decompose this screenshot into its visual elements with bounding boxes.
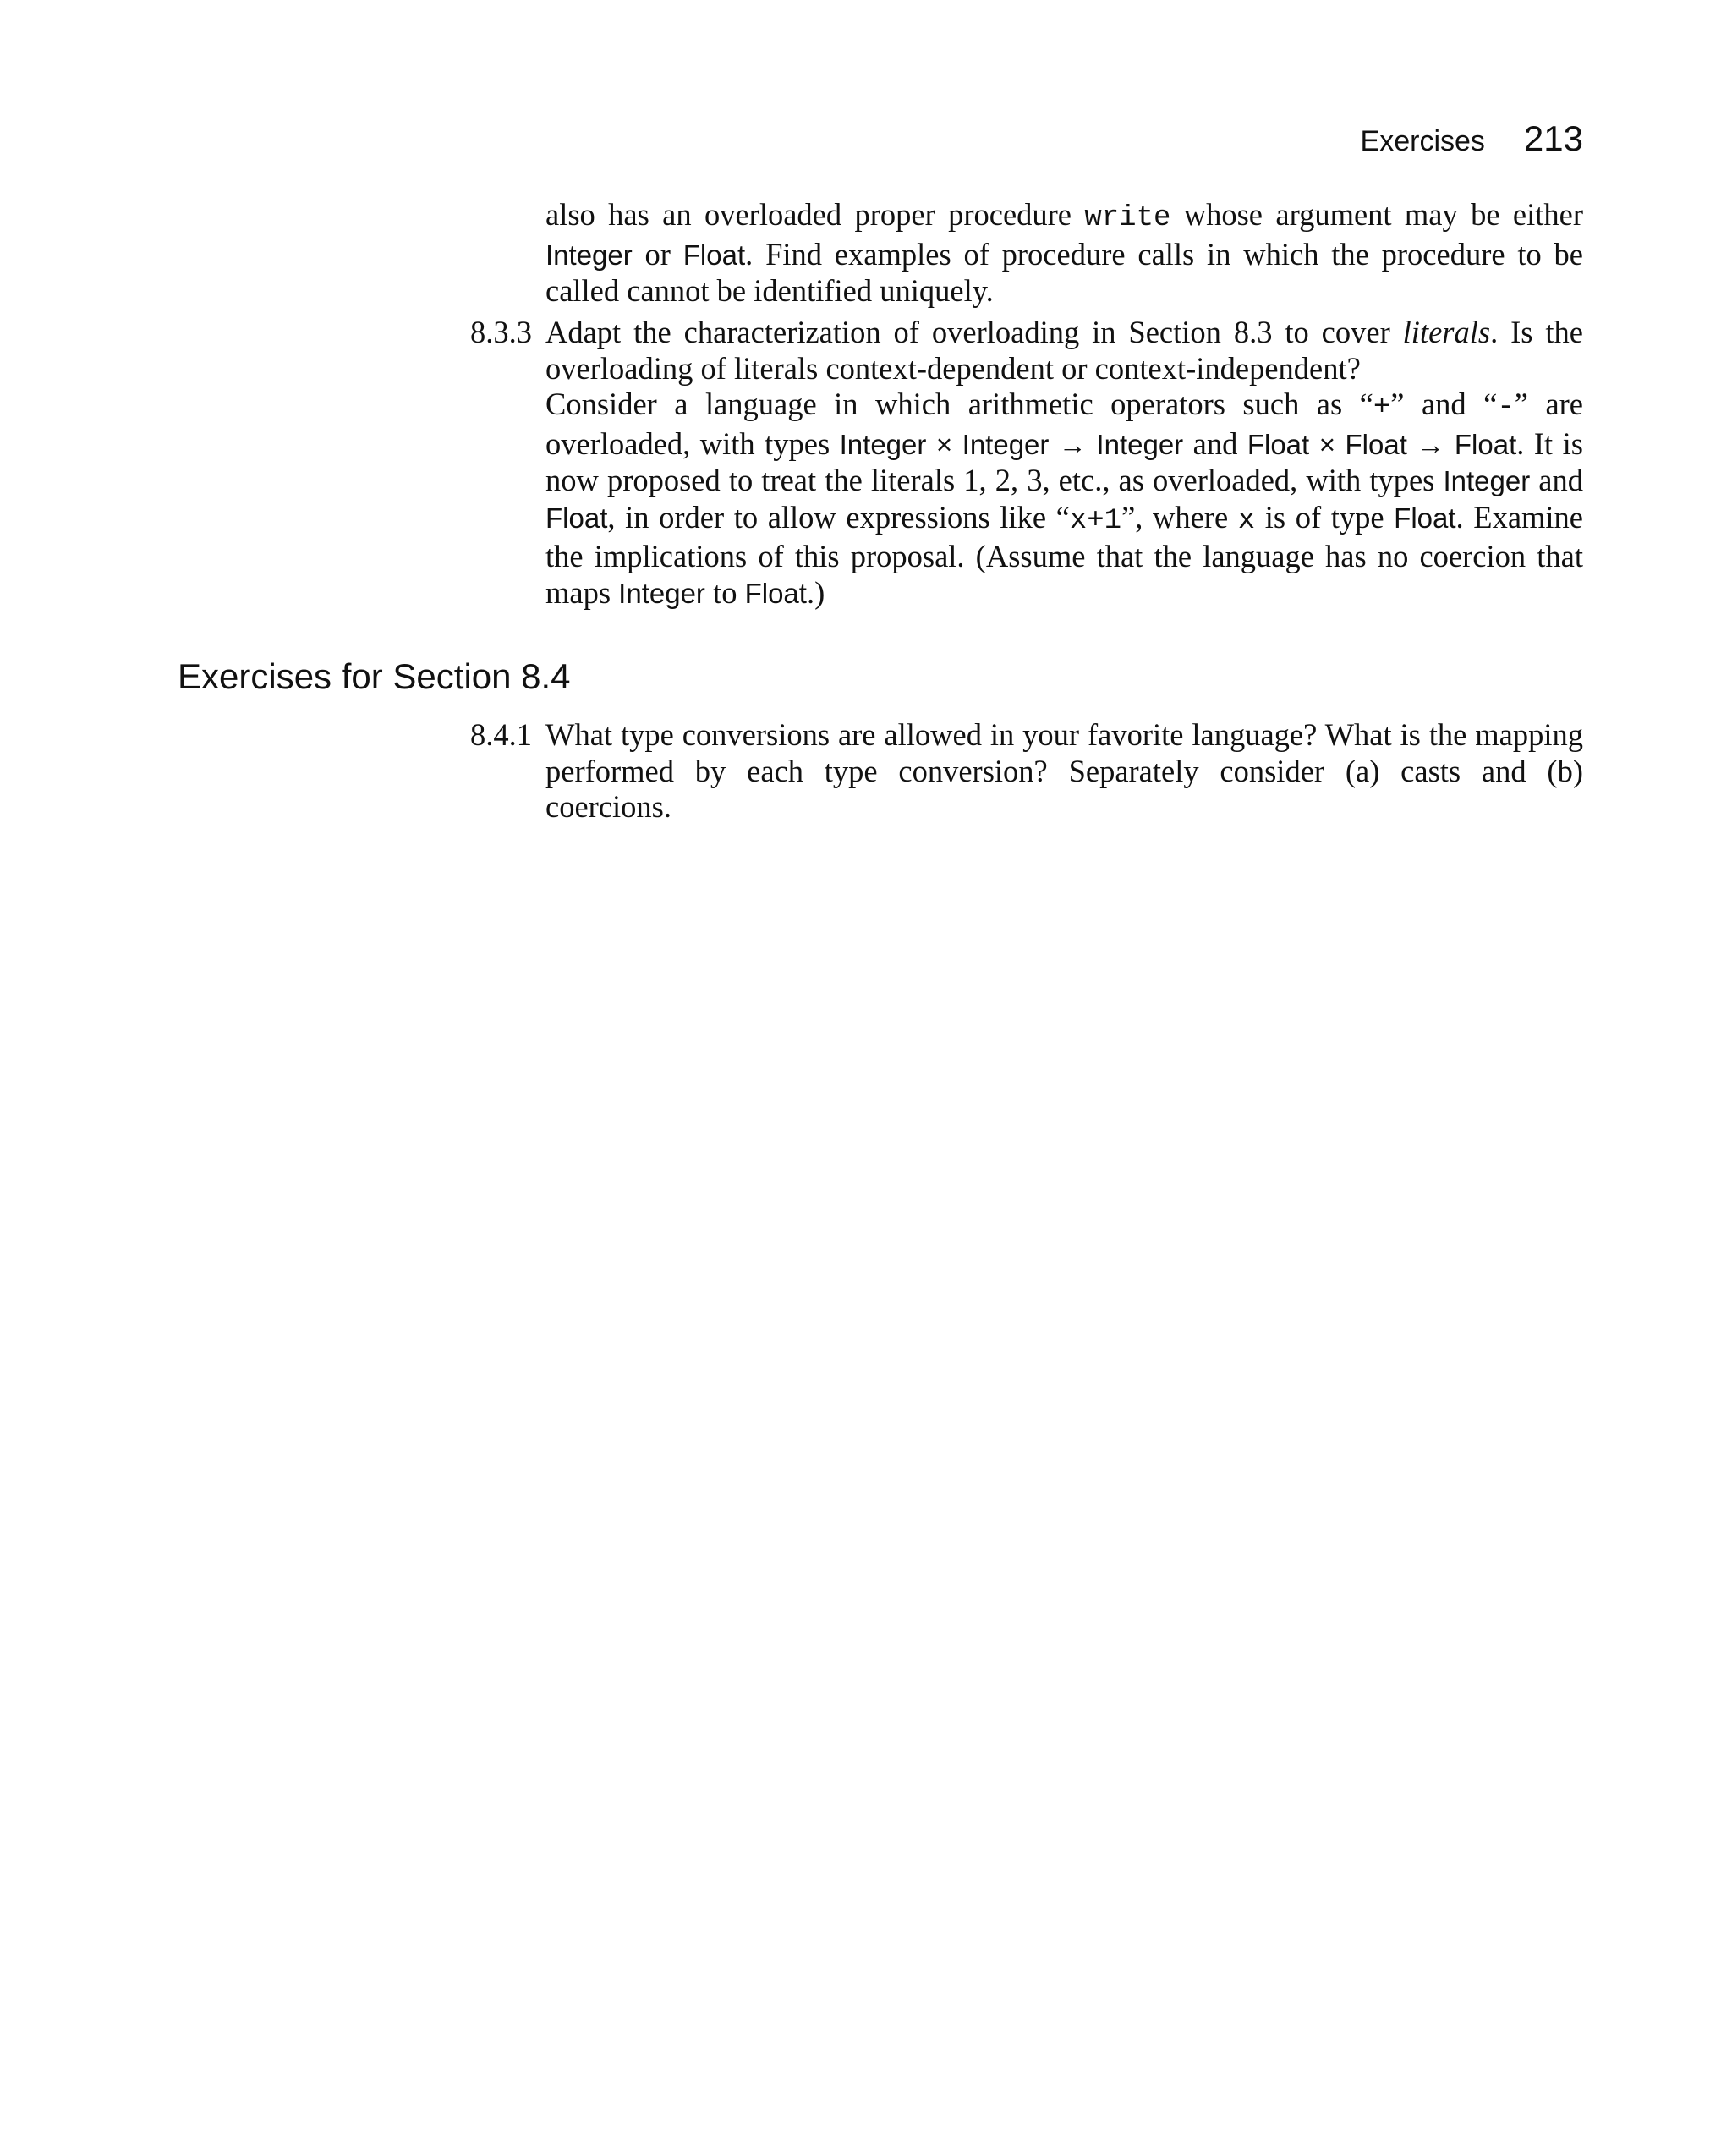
text-run: ”, where	[1121, 499, 1238, 535]
text-run: . It is now proposed to treat the literals 1, 2, 3, etc., as overloaded, with types	[545, 425, 1583, 497]
exercise-paragraph	[545, 387, 1583, 612]
text-run: whose argument may be either	[1170, 197, 1583, 232]
type-integer: Integer	[545, 239, 633, 271]
code-plus-operator: +	[1373, 392, 1391, 424]
exercise-body	[545, 717, 1583, 826]
running-head-label: Exercises	[1360, 125, 1485, 157]
code-minus-operator: -	[1497, 392, 1515, 424]
exercise-body	[545, 315, 1583, 612]
text-run: Adapt the characterization of overloading in Section 8.3 to cover	[545, 315, 1403, 349]
type-integer: Integer	[618, 577, 705, 609]
text-run: and	[1183, 425, 1247, 461]
text-run: to	[704, 574, 745, 610]
text-run: Consider a language in which arithmetic operators such as “	[545, 387, 1373, 421]
type-float: Float	[1394, 502, 1456, 534]
exercise-number: 8.3.3	[470, 315, 532, 349]
type-float: Float	[744, 577, 807, 609]
page-number: 213	[1523, 118, 1583, 158]
exercise-paragraph: What type conversions are allowed in your favorite language? What is the mapping performed by each type conversion? Separately consider (a) casts and (b) coercions.	[545, 717, 1583, 824]
type-integer: Integer	[1443, 465, 1531, 496]
continuation-paragraph	[545, 197, 1583, 310]
exercise-8-4-1	[470, 717, 1583, 826]
code-variable: x	[1237, 504, 1256, 537]
type-float: Float	[545, 502, 608, 534]
emphasis-literals: literals	[1402, 315, 1491, 349]
type-signature-integer: Integer × Integer → Integer	[839, 428, 1184, 460]
type-float: Float	[682, 239, 746, 271]
text-run: . Examine the implications of this proposal. (Assume that the language has no coercion that maps	[545, 499, 1584, 610]
exercise-8-3-3	[470, 315, 1583, 612]
text-run: ” are overloaded, with types	[545, 387, 1583, 461]
text-run: and	[1530, 463, 1583, 497]
code-write: write	[1084, 202, 1171, 234]
text-run: . Find examples of procedure calls in which the procedure to be called cannot be identified uniquely.	[545, 236, 1583, 308]
text-run: also has an overloaded proper procedure	[545, 197, 1085, 232]
text-run: ” and “	[1390, 387, 1498, 421]
text-run: or	[632, 236, 683, 272]
exercise-number: 8.4.1	[470, 717, 532, 752]
section-heading: Exercises for Section 8.4	[178, 656, 571, 696]
text-run: .)	[806, 574, 825, 610]
text-run: . Is the overloading of literals context-dependent or context-independent?	[545, 315, 1583, 386]
text-run: , in order to allow expressions like “	[607, 499, 1070, 535]
exercise-paragraph	[545, 315, 1583, 387]
code-expression: x+1	[1069, 504, 1122, 537]
running-head	[1361, 118, 1583, 159]
text-run: is of type	[1255, 499, 1395, 535]
type-signature-float: Float × Float → Float	[1247, 428, 1517, 460]
